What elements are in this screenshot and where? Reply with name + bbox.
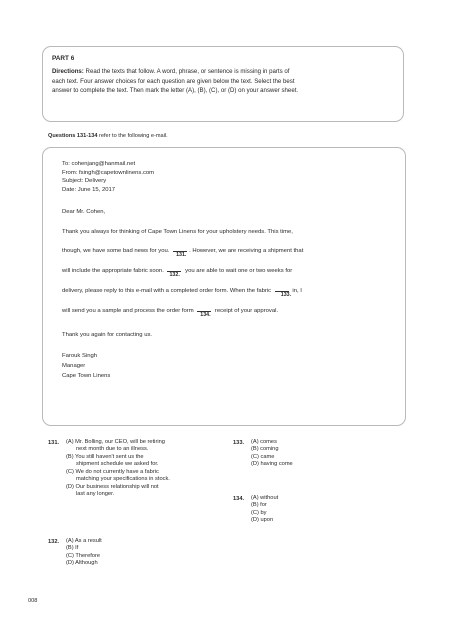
email-body-line-5 <box>62 306 394 326</box>
q133-option-d[interactable]: (D) having come <box>251 461 293 467</box>
blank-132[interactable] <box>165 266 183 278</box>
blank-number-133: 133. <box>280 291 292 298</box>
blank-number-134: 134. <box>200 311 211 318</box>
q133-option-b[interactable]: (B) coming <box>251 446 279 452</box>
directions-line-3: answer to complete the text. Then mark the letter (A), (B), (C), or (D) on your answer sheet. <box>52 87 299 95</box>
email-subject: Subject: Delivery <box>62 178 107 185</box>
q131-option-d-cont: last any longer. <box>76 491 115 497</box>
email-box <box>42 147 406 426</box>
email-body-line-2 <box>62 246 394 266</box>
directions-line-2: each text. Four answer choices for each question are given below the text. Select the best <box>52 77 295 85</box>
body-line-5a: will send you a sample and process the order form <box>62 307 194 314</box>
q134-option-a[interactable]: (A) without <box>251 494 279 501</box>
body-line-2a: though, we have some bad news for you. <box>62 247 170 254</box>
directions-box <box>42 46 404 122</box>
body-line-3a: will include the appropriate fabric soon. <box>62 267 164 274</box>
question-number-131: 131. <box>48 440 60 446</box>
blank-number-131: 131. <box>176 251 187 258</box>
email-content <box>62 160 394 382</box>
q133-option-c[interactable]: (C) came <box>251 453 275 460</box>
email-greeting: Dear Mr. Cohen, <box>62 209 106 216</box>
q131-option-c[interactable]: (C) We do not currently have a fabric <box>66 468 159 475</box>
question-number-133: 133. <box>233 440 245 446</box>
question-number-132: 132. <box>48 539 60 545</box>
q132-option-c[interactable]: (C) Therefore <box>66 552 101 559</box>
part-title: PART 6 <box>52 55 75 62</box>
email-body-line-3 <box>62 266 394 286</box>
body-line-4a: delivery, please reply to this e-mail with a completed order form. When the fabric <box>62 287 272 294</box>
q131-option-a[interactable]: (A) Mr. Bolling, our CEO, will be retiring <box>66 438 165 445</box>
q132-option-b[interactable]: (B) If <box>66 545 79 551</box>
body-line-3b: you are able to wait one or two weeks for <box>185 267 293 274</box>
signature-name: Farouk Singh <box>62 352 98 359</box>
blank-133[interactable] <box>273 286 292 298</box>
questions-ref-text: refer to the following e-mail. <box>97 133 168 139</box>
question-number-134: 134. <box>233 496 245 502</box>
email-body-line-1 <box>62 229 394 246</box>
q131-option-a-cont: next month due to an illness. <box>76 446 149 452</box>
email-to: To: cohenjang@hanmail.net <box>62 161 136 167</box>
blank-number-132: 132. <box>169 271 180 278</box>
page-number: 008 <box>28 598 38 604</box>
body-line-5b: receipt of your approval. <box>214 307 279 314</box>
body-line-2b: . However, we are receiving a shipment that <box>189 247 304 254</box>
q131-option-d[interactable]: (D) Our business relationship will not <box>66 483 159 490</box>
body-line-1-text: Thank you always for thinking of Cape Town Linens for your upholstery needs. This time, <box>62 228 293 235</box>
q134-option-d[interactable]: (D) upon <box>251 517 274 523</box>
q131-option-b-cont: shipment schedule we asked for. <box>76 461 159 467</box>
signature-company: Cape Town Linens <box>62 372 111 379</box>
q133-option-a[interactable]: (A) comes <box>251 438 277 445</box>
email-from: From: fsingh@capetownlinens.com <box>62 169 155 176</box>
q134-option-b[interactable]: (B) for <box>251 502 267 508</box>
body-line-4b: in, I <box>292 287 302 294</box>
q134-option-c[interactable]: (C) by <box>251 509 267 516</box>
q132-option-d[interactable]: (D) Although <box>66 560 98 566</box>
email-body-line-4 <box>62 286 394 306</box>
blank-131[interactable] <box>171 246 189 258</box>
questions-reference <box>48 133 168 139</box>
q131-option-c-cont: matching your specifications in stock. <box>76 476 170 482</box>
questions-range: Questions 131-134 <box>48 133 98 139</box>
directions-line-1: Read the texts that follow. A word, phrase, or sentence is missing in parts of <box>83 68 290 75</box>
q131-option-b[interactable]: (B) You still haven't sent us the <box>66 453 144 460</box>
blank-134[interactable] <box>195 306 213 318</box>
directions-label: Directions: <box>52 68 84 75</box>
signature-title: Manager <box>62 362 86 369</box>
email-date: Date: June 15, 2017 <box>62 186 116 193</box>
directions-text <box>52 67 394 96</box>
q132-option-a[interactable]: (A) As a result <box>66 537 102 544</box>
email-thanks: Thank you again for contacting us. <box>62 331 153 338</box>
